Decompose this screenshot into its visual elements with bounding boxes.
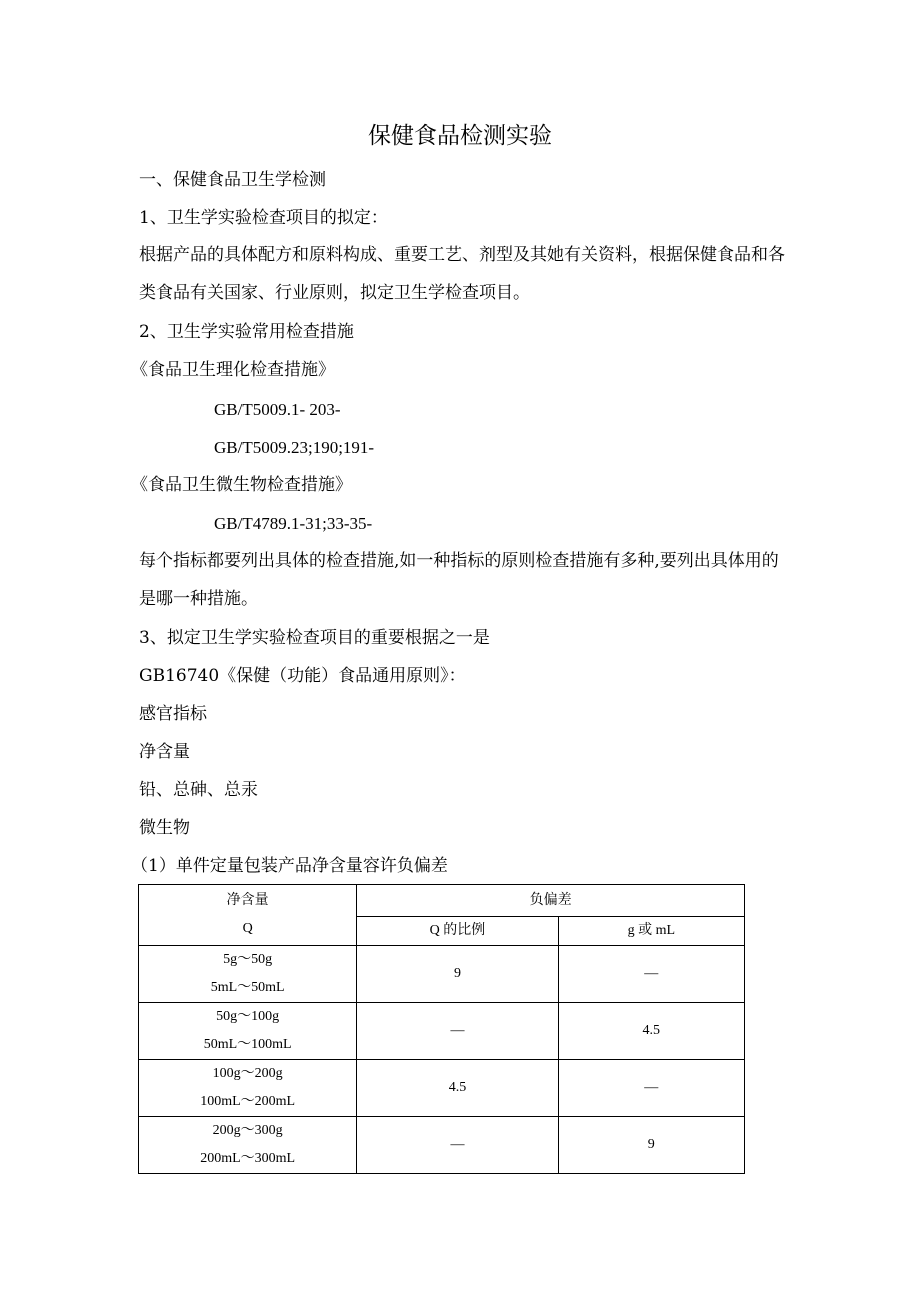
standard-code: GB/T5009.1- 203- (214, 400, 341, 419)
range-g: 100g～200g (212, 1066, 283, 1081)
list-item: 微生物 (139, 818, 190, 838)
gml-cell: — (558, 946, 744, 1003)
range-g: 200g～300g (212, 1123, 283, 1138)
standard-code: GB/T4789.1-31;33-35- (214, 514, 373, 533)
header-g-or-ml: g 或 mL (558, 917, 744, 946)
paragraph-note: 每个指标都要列出具体的检查措施,如一种指标的原则检查措施有多种,要列出具体用的是哪一种措施。 (139, 551, 779, 609)
range-g: 50g～100g (216, 1009, 280, 1024)
subsection-heading-1-2: 2、卫生学实验常用检查措施 (139, 322, 354, 342)
header-net-label: 净含量 (226, 893, 269, 908)
book-title-physchem: 《食品卫生理化检查措施》 (131, 360, 335, 380)
table-row (139, 946, 745, 1003)
page-title: 保健食品检测实验 (368, 123, 552, 149)
table-row (139, 1003, 745, 1060)
range-cell (139, 1117, 357, 1174)
range-g: 5g～50g (223, 952, 273, 967)
paragraph-1-1: 根据产品的具体配方和原料构成、重要工艺、剂型及其她有关资料，根据保健食品和各类食品有关国家、行业原则，拟定卫生学检查项目。 (139, 245, 785, 303)
table-row (139, 1117, 745, 1174)
gml-cell: 4.5 (558, 1003, 744, 1060)
range-cell (139, 1060, 357, 1117)
ratio-cell: — (357, 1117, 558, 1174)
header-net-content (139, 885, 357, 946)
subsection-heading-1-1: 1、卫生学实验检查项目的拟定： (139, 208, 388, 228)
header-negative-deviation: 负偏差 (357, 885, 745, 917)
gml-cell: 9 (558, 1117, 744, 1174)
ratio-cell: 9 (357, 946, 558, 1003)
range-ml: 100mL～200mL (200, 1094, 296, 1109)
list-item: 净含量 (139, 742, 190, 762)
range-ml: 50mL～100mL (203, 1037, 292, 1052)
list-item: 铅、总砷、总汞 (139, 780, 258, 800)
standard-code: GB/T5009.23;190;191- (214, 438, 375, 457)
range-ml: 200mL～300mL (200, 1151, 296, 1166)
range-ml: 5mL～50mL (210, 980, 285, 995)
ratio-cell: 4.5 (357, 1060, 558, 1117)
range-cell (139, 946, 357, 1003)
table-caption: （1）单件定量包装产品净含量容许负偏差 (131, 856, 448, 876)
header-q-ratio: Q 的比例 (357, 917, 558, 946)
ratio-cell: — (357, 1003, 558, 1060)
range-cell (139, 1003, 357, 1060)
gml-cell: — (558, 1060, 744, 1117)
book-title-micro: 《食品卫生微生物检查措施》 (131, 475, 352, 495)
section-heading-1: 一、保健食品卫生学检测 (139, 170, 326, 190)
header-q-label: Q (242, 921, 253, 936)
gb-reference: GB16740《保健（功能）食品通用原则》： (139, 666, 466, 686)
net-content-deviation-table (138, 884, 745, 1174)
table-row (139, 1060, 745, 1117)
subsection-heading-1-3: 3、拟定卫生学实验检查项目的重要根据之一是 (139, 628, 490, 648)
list-item: 感官指标 (139, 704, 207, 724)
